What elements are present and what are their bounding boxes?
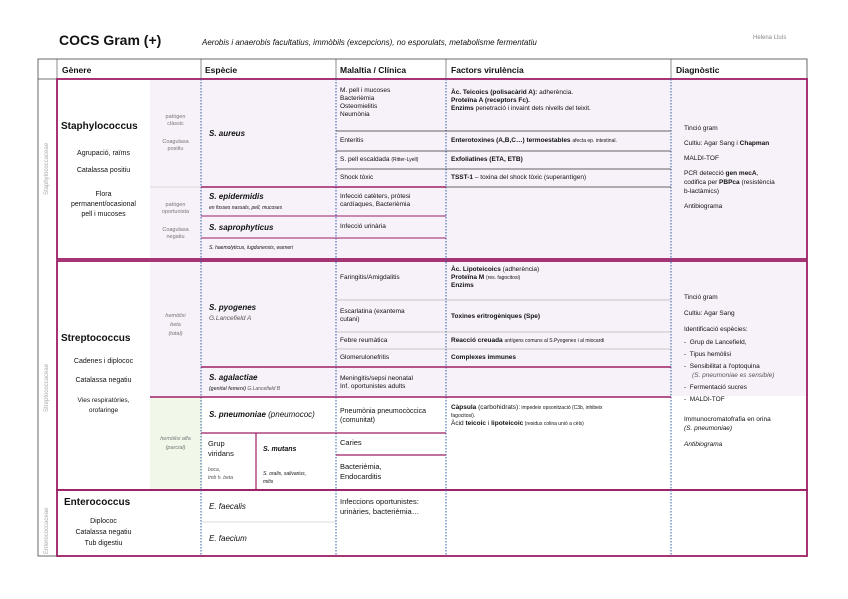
page-subtitle: Aerobis i anaerobis facultatius, immòbils (excepcions), no esporulats, metabolisme fermentatiu	[202, 38, 537, 47]
column-header-disease: Malaltia / Clínica	[340, 65, 407, 75]
staph-pathogen-opportunist: patògen oportunista	[161, 202, 190, 215]
species-s-pyogenes: S. pyogenes	[209, 303, 257, 312]
pneumoniae-disease: Pneumònia pneumocòccica (comunitat)	[340, 408, 426, 424]
staph-flora: Flora permanent/ocasional pell i mucoses	[71, 191, 136, 218]
strep-alpha-hemolysis: hemòlisi alfa (parcial)	[160, 436, 191, 451]
pyogenes-lancefield: G.Lancefield A	[209, 315, 252, 322]
agalactiae-note: (genital femení) G.Lancefield B	[209, 386, 281, 392]
page-title: COCS Gram (+)	[59, 32, 162, 48]
viridans-group: Grup viridans	[208, 439, 234, 458]
staph-catalase: Catalassa positiu	[76, 167, 131, 174]
genus-enterococcus: Enterococcus	[64, 497, 131, 508]
species-s-pneumoniae: S. pneumoniae (pneumococ)	[209, 410, 315, 419]
epidermidis-diseases: Infecció catèters, pròtesi cardíaques, Bacterièmia	[340, 193, 411, 208]
species-s-agalactiae: S. agalactiae	[209, 373, 258, 382]
staph-exfoliatins: Exfoliatines (ETA, ETB)	[451, 156, 523, 163]
staph-pathogen-classic: patògen clàssic	[165, 114, 186, 127]
disease-enteritis: Enteritis	[340, 137, 364, 144]
epidermidis-note: en fosses nassals, pell, mucoses	[209, 205, 283, 211]
species-s-saprophyticus: S. saprophyticus	[209, 223, 274, 232]
column-header-virulence: Factors virulència	[451, 65, 524, 75]
aureus-diseases: M. pell i mucoses Bacterièmia Osteomielitis Neumònia	[340, 87, 391, 118]
column-header-species: Espècie	[205, 65, 238, 75]
side-label-enterococcaceae: Enterococcaceae	[44, 507, 50, 554]
mutans-diseases: Bacterièmia, Endocarditis	[340, 462, 382, 481]
genus-streptococcus: Streptococcus	[61, 333, 131, 344]
staph-virulence-factors-1: Àc. Teicoics (polisacàrid A): adherència. Proteïna A (receptors Fc). Enzims penetració i invaint dels nivells del teixit.	[451, 89, 591, 112]
strep-beta-hemolysis: hemòlisi beta (total)	[165, 313, 186, 337]
disease-pharyngitis: Faringitis/Amigdalitis	[340, 274, 400, 281]
strep-chains: Cadenes i diplococ	[73, 358, 134, 365]
column-header-genus: Gènere	[62, 65, 92, 75]
species-e-faecalis: E. faecalis	[209, 502, 246, 511]
strep-flora: Vies respiratòries, orofaringe	[77, 397, 130, 414]
species-s-aureus: S. aureus	[209, 129, 246, 138]
species-s-mutans: S. mutans	[263, 446, 297, 453]
species-e-faecium: E. faecium	[209, 534, 247, 543]
saprophyticus-disease: Infecció urinària	[340, 223, 386, 230]
strep-virulence-factors-1: Àc. Lipoteicoics (adherència) Proteïna M (res. fagocitosi) Enzims	[451, 266, 540, 289]
staph-tsst1: TSST-1 – toxina del shock tòxic (superantígen)	[451, 174, 587, 181]
disease-glomerulonephritis: Glomerulonefritis	[340, 354, 390, 361]
species-s-oralis: S. oralis, salivarius, mitis	[263, 471, 307, 485]
staph-coagulase-negative: Coagulasa negatiu	[162, 227, 189, 240]
disease-scarlet-fever: Escarlatina (exantema cutani)	[340, 308, 405, 323]
staph-diagnosis: Tinció gram Cultiu: Agar Sang i Chapman MALDI-TOF PCR detecció gen mecA, codifica per PBPca (resistència b-lactàmics) Antibiograma	[684, 125, 775, 210]
species-s-epidermidis: S. epidermidis	[209, 192, 264, 201]
strep-cross-reaction: Reacció creuada antígens comuns al S.Pyogenes i al miocardi	[451, 337, 605, 344]
staph-enterotoxins: Enterotoxines (A,B,C…) termoestables afecta ep. intestinal.	[451, 137, 617, 144]
strep-diagnosis: Tinció gram Cultiu: Agar Sang Identificació espècies: - Grup de Lancefield, - Tipus hemòlisi - Sensibilitat a l'optoquina (S. pneumoniae es sensible) - Fermentació sucres - MALDI-TOF Immunocromatofrafia en orina (S. pneumoniae) Antibiograma	[684, 294, 775, 448]
disease-rheumatic-fever: Febre reumàtica	[340, 337, 388, 344]
author-name: Helena Lluís	[753, 35, 787, 41]
disease-caries: Caries	[340, 438, 362, 447]
disease-scalded-skin: S. pell escaldada (Ritter-Lyell)	[340, 156, 419, 163]
genus-staphylococcus: Staphylococcus	[61, 121, 138, 132]
staph-grouping: Agrupació, raïms	[77, 150, 130, 157]
column-header-diagnosis: Diagnòstic	[676, 65, 720, 75]
viridans-note: boca, tmb h. beta	[208, 467, 234, 481]
side-label-streptococcaceae: Streptococcaceae	[44, 363, 50, 412]
disease-toxic-shock: Shock tòxic	[340, 174, 374, 181]
entero-diseases: Infeccions oportunistes: urinàries, bacterièmia…	[340, 497, 420, 516]
pneumoniae-virulence: Càpsula (carbohidrats): impedeix opsonització (C3b, inhibeix fagocitosi). Àcid teicoic i lipoteicoic (residus colina unió a cèls)	[451, 404, 603, 427]
entero-properties: Diplococ Catalassa negatiu Tub digestiu	[75, 518, 132, 547]
strep-erythrogenic-toxins: Toxines eritrogèniques (Spe)	[451, 313, 541, 320]
strep-catalase: Catalassa negatiu	[75, 377, 132, 384]
strep-immune-complexes: Complexes immunes	[451, 354, 517, 361]
side-label-staphylococcaceae: Staphylococcaceae	[44, 142, 50, 195]
agalactiae-diseases: Meningitis/sepsi neonatal Inf. oportunistes adults	[340, 375, 413, 390]
staph-other-species: S. haemolyticus, lugdunensis, warneri	[209, 245, 293, 251]
staph-coagulase-positive: Coagulasa positiu	[162, 139, 189, 152]
